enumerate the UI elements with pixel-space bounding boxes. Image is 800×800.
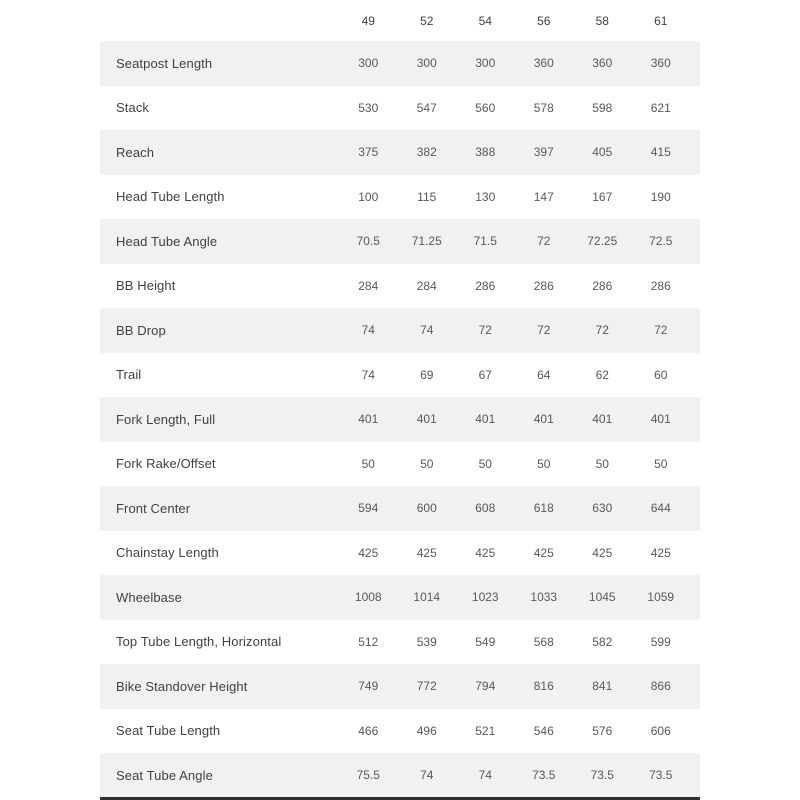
cell-value: 72 [537, 323, 551, 338]
size-header-cells [339, 14, 700, 28]
cell-value: 1045 [588, 590, 616, 605]
table-row [100, 486, 700, 531]
cell-value: 67 [478, 367, 492, 382]
cell-value: 598 [592, 100, 613, 115]
cell-value: 284 [416, 278, 437, 293]
cell-value: 286 [650, 278, 671, 293]
cell-value: 72 [478, 323, 492, 338]
cell-value: 73.5 [590, 768, 614, 783]
geometry-table-body [100, 41, 700, 798]
cell-value: 425 [650, 545, 671, 560]
table-row [100, 41, 700, 86]
cell-value: 286 [533, 278, 554, 293]
cell-value: 73.5 [649, 768, 673, 783]
table-row [100, 397, 700, 442]
cell-value: 190 [650, 189, 671, 204]
cell-value: 841 [592, 679, 613, 694]
row-value-cells [339, 56, 700, 70]
cell-value: 50 [654, 456, 668, 471]
table-row [100, 175, 700, 220]
cell-value: 466 [358, 723, 379, 738]
cell-value: 549 [475, 634, 496, 649]
cell-value: 425 [475, 545, 496, 560]
cell-value: 50 [595, 456, 609, 471]
cell-value: 360 [592, 56, 613, 71]
cell-value: 866 [650, 679, 671, 694]
row-label: Front Center [116, 500, 191, 516]
cell-value: 167 [592, 189, 613, 204]
table-row [100, 442, 700, 487]
row-value-cells [339, 190, 700, 204]
cell-value: 415 [650, 145, 671, 160]
cell-value: 594 [358, 501, 379, 516]
cell-value: 568 [533, 634, 554, 649]
cell-value: 74 [420, 323, 434, 338]
row-label: Chainstay Length [116, 545, 219, 561]
cell-value: 816 [533, 679, 554, 694]
cell-value: 300 [475, 56, 496, 71]
cell-value: 72 [654, 323, 668, 338]
cell-value: 401 [358, 412, 379, 427]
size-column-header: 52 [420, 13, 434, 28]
row-value-cells [339, 145, 700, 159]
row-value-cells [339, 768, 700, 782]
cell-value: 618 [533, 501, 554, 516]
row-label: Seat Tube Length [116, 723, 221, 739]
cell-value: 71.5 [473, 234, 497, 249]
row-label: Seat Tube Angle [116, 767, 213, 783]
cell-value: 1014 [413, 590, 441, 605]
table-row [100, 575, 700, 620]
row-label: Seatpost Length [116, 55, 213, 71]
table-row [100, 86, 700, 131]
cell-value: 50 [420, 456, 434, 471]
cell-value: 360 [650, 56, 671, 71]
cell-value: 576 [592, 723, 613, 738]
table-row [100, 308, 700, 353]
table-row [100, 219, 700, 264]
row-value-cells [339, 546, 700, 560]
size-header-row [100, 0, 700, 41]
cell-value: 74 [361, 367, 375, 382]
cell-value: 62 [595, 367, 609, 382]
row-value-cells [339, 457, 700, 471]
row-label: Trail [116, 367, 142, 383]
cell-value: 72.5 [649, 234, 673, 249]
cell-value: 69 [420, 367, 434, 382]
cell-value: 547 [416, 100, 437, 115]
cell-value: 300 [416, 56, 437, 71]
cell-value: 749 [358, 679, 379, 694]
table-row [100, 353, 700, 398]
cell-value: 582 [592, 634, 613, 649]
cell-value: 496 [416, 723, 437, 738]
row-value-cells [339, 101, 700, 115]
cell-value: 100 [358, 189, 379, 204]
row-label: Bike Standover Height [116, 678, 248, 694]
row-label: Head Tube Length [116, 189, 225, 205]
cell-value: 772 [416, 679, 437, 694]
table-row [100, 531, 700, 576]
cell-value: 397 [533, 145, 554, 160]
cell-value: 530 [358, 100, 379, 115]
row-label: Stack [116, 100, 150, 116]
cell-value: 606 [650, 723, 671, 738]
cell-value: 71.25 [411, 234, 442, 249]
cell-value: 60 [654, 367, 668, 382]
table-row [100, 130, 700, 175]
cell-value: 388 [475, 145, 496, 160]
cell-value: 375 [358, 145, 379, 160]
row-value-cells [339, 501, 700, 515]
cell-value: 70.5 [356, 234, 380, 249]
cell-value: 72 [537, 234, 551, 249]
cell-value: 50 [537, 456, 551, 471]
row-value-cells [339, 323, 700, 337]
size-column-header: 56 [537, 13, 551, 28]
cell-value: 73.5 [532, 768, 556, 783]
cell-value: 115 [417, 189, 437, 204]
cell-value: 1059 [647, 590, 675, 605]
cell-value: 794 [475, 679, 496, 694]
cell-value: 130 [475, 189, 496, 204]
cell-value: 401 [475, 412, 496, 427]
row-label: Wheelbase [116, 589, 182, 605]
cell-value: 600 [416, 501, 437, 516]
cell-value: 599 [650, 634, 671, 649]
size-column-header: 61 [654, 13, 668, 28]
cell-value: 74 [478, 768, 492, 783]
cell-value: 72.25 [587, 234, 618, 249]
cell-value: 608 [475, 501, 496, 516]
table-row [100, 664, 700, 709]
size-column-header: 58 [595, 13, 609, 28]
cell-value: 405 [592, 145, 613, 160]
cell-value: 546 [533, 723, 554, 738]
row-label: BB Height [116, 278, 176, 294]
cell-value: 286 [475, 278, 496, 293]
cell-value: 75.5 [356, 768, 380, 783]
row-value-cells [339, 590, 700, 604]
cell-value: 147 [533, 189, 554, 204]
row-value-cells [339, 679, 700, 693]
size-column-header: 49 [361, 13, 375, 28]
cell-value: 286 [592, 278, 613, 293]
cell-value: 360 [533, 56, 554, 71]
geometry-table [100, 0, 700, 798]
cell-value: 425 [358, 545, 379, 560]
cell-value: 539 [416, 634, 437, 649]
cell-value: 512 [358, 634, 379, 649]
cell-value: 578 [533, 100, 554, 115]
table-row [100, 620, 700, 665]
row-label: Reach [116, 144, 155, 160]
row-label: Fork Length, Full [116, 411, 216, 427]
row-value-cells [339, 279, 700, 293]
cell-value: 521 [475, 723, 496, 738]
cell-value: 401 [592, 412, 613, 427]
row-value-cells [339, 635, 700, 649]
row-label: BB Drop [116, 322, 166, 338]
row-value-cells [339, 234, 700, 248]
cell-value: 630 [592, 501, 613, 516]
cell-value: 50 [361, 456, 375, 471]
cell-value: 425 [592, 545, 613, 560]
cell-value: 401 [416, 412, 437, 427]
size-column-header: 54 [478, 13, 492, 28]
cell-value: 425 [533, 545, 554, 560]
cell-value: 621 [650, 100, 671, 115]
row-value-cells [339, 412, 700, 426]
cell-value: 425 [416, 545, 437, 560]
cell-value: 50 [478, 456, 492, 471]
cell-value: 64 [537, 367, 551, 382]
cell-value: 401 [650, 412, 671, 427]
table-row [100, 753, 700, 798]
table-row [100, 709, 700, 754]
cell-value: 1008 [354, 590, 382, 605]
cell-value: 74 [361, 323, 375, 338]
cell-value: 284 [358, 278, 379, 293]
cell-value: 1023 [471, 590, 499, 605]
cell-value: 644 [650, 501, 671, 516]
row-value-cells [339, 724, 700, 738]
cell-value: 382 [416, 145, 437, 160]
row-value-cells [339, 368, 700, 382]
row-label: Top Tube Length, Horizontal [116, 634, 282, 650]
cell-value: 560 [475, 100, 496, 115]
cell-value: 72 [595, 323, 609, 338]
cell-value: 1033 [530, 590, 558, 605]
cell-value: 74 [420, 768, 434, 783]
row-label: Fork Rake/Offset [116, 456, 216, 472]
table-row [100, 264, 700, 309]
cell-value: 300 [358, 56, 379, 71]
row-label: Head Tube Angle [116, 233, 218, 249]
cell-value: 401 [533, 412, 554, 427]
